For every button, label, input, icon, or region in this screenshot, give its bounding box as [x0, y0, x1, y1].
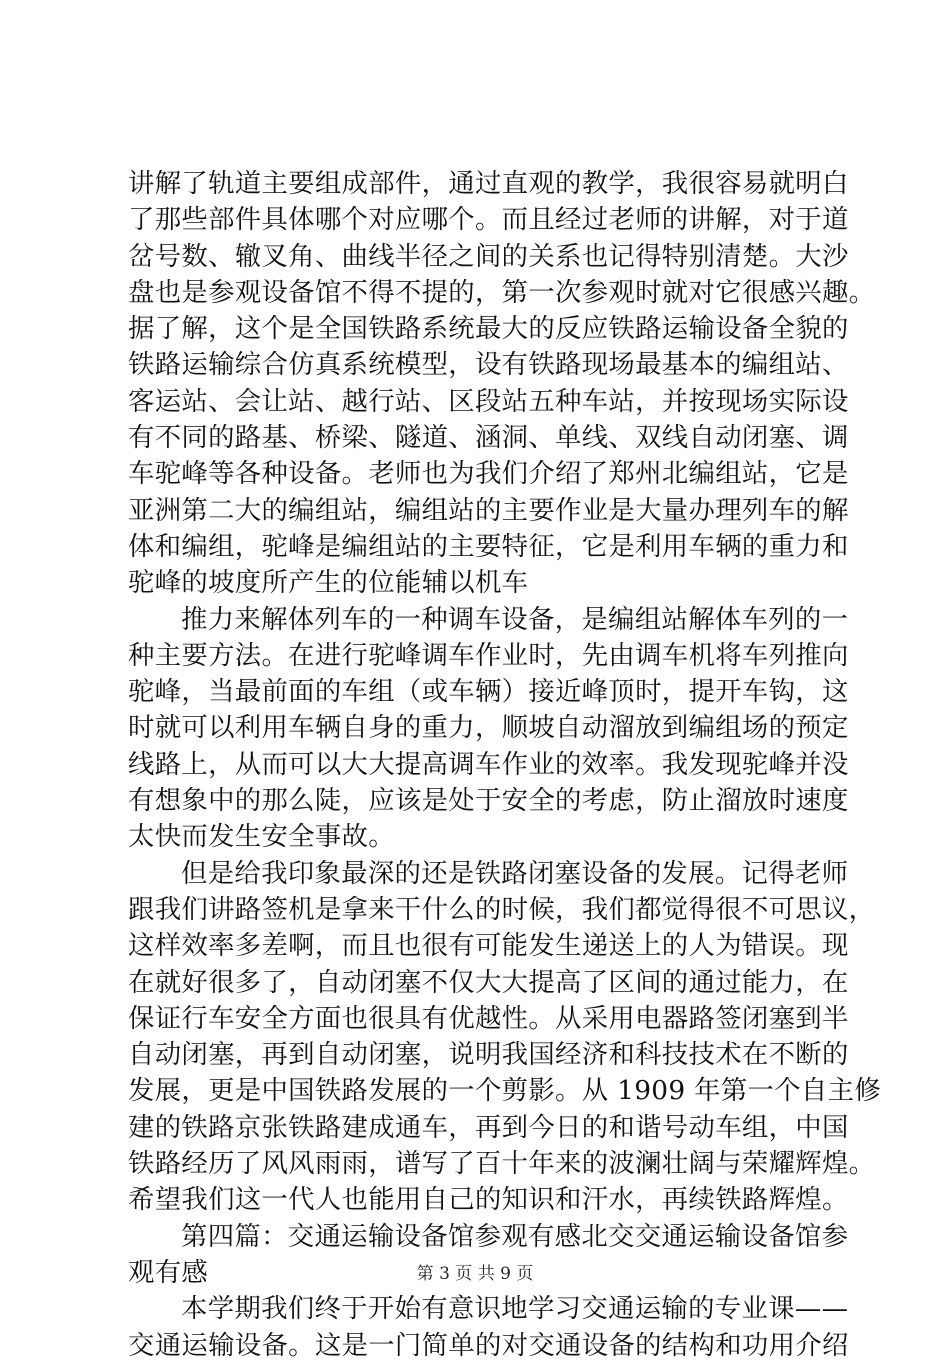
text-line: 亚洲第二大的编组站，编组站的主要作业是大量办理列车的解 [128, 494, 849, 526]
text-line: 驼峰，当最前面的车组（或车辆）接近峰顶时，提开车钩，这 [128, 676, 849, 708]
text-line: 这样效率多差啊，而且也很有可能发生递送上的人为错误。现 [128, 930, 849, 962]
heading-line: 第四篇：交通运输设备馆参观有感北交交通运输设备馆参 [181, 1220, 849, 1252]
text-line: 据了解，这个是全国铁路系统最大的反应铁路运输设备全貌的 [128, 313, 849, 345]
text-line: 时就可以利用车辆自身的重力，顺坡自动溜放到编组场的预定 [128, 712, 849, 744]
paragraph-3 [128, 856, 882, 1219]
text-line: 体和编组，驼峰是编组站的主要特征，它是利用车辆的重力和 [128, 530, 849, 562]
document-body [128, 166, 882, 1364]
text-line: 讲解了轨道主要组成部件，通过直观的教学，我很容易就明白 [128, 168, 849, 199]
text-line: 线路上，从而可以大大提高调车作业的效率。我发现驼峰并没 [128, 748, 849, 780]
text-line: 太快而发生安全事故。 [128, 821, 395, 853]
text-line: 种主要方法。在进行驼峰调车作业时，先由调车机将车列推向 [128, 639, 849, 671]
text-line: 本学期我们终于开始有意识地学习交通运输的专业课—— [181, 1293, 849, 1325]
paragraph-2 [128, 602, 868, 856]
text-line: 铁路经历了风风雨雨，谱写了百十年来的波澜壮阔与荣耀辉煌。 [128, 1148, 876, 1180]
paragraph-1 [128, 166, 876, 602]
text-line: 建的铁路京张铁路建成通车，再到今日的和谐号动车组，中国 [128, 1111, 849, 1143]
text-line: 发展，更是中国铁路发展的一个剪影。从 1909 年第一个自主修 [128, 1075, 882, 1107]
text-line: 盘也是参观设备馆不得不提的，第一次参观时就对它很感兴趣。 [128, 276, 876, 308]
text-line: 保证行车安全方面也很具有优越性。从采用电器路签闭塞到半 [128, 1002, 849, 1034]
text-line: 交通运输设备。这是一门简单的对交通设备的结构和功用介绍 [128, 1329, 849, 1361]
text-line: 希望我们这一代人也能用自己的知识和汗水，再续铁路辉煌。 [128, 1184, 849, 1216]
text-line: 了那些部件具体哪个对应哪个。而且经过老师的讲解，对于道 [128, 204, 849, 236]
text-line: 有不同的路基、桥梁、隧道、涵洞、单线、双线自动闭塞、调 [128, 422, 849, 454]
text-line: 推力来解体列车的一种调车设备，是编组站解体车列的一 [181, 603, 849, 635]
text-line: 驼峰的坡度所产生的位能辅以机车 [128, 567, 529, 599]
page-number-footer: 第 3 页 共 9 页 [416, 1264, 534, 1284]
text-line: 车驼峰等各种设备。老师也为我们介绍了郑州北编组站，它是 [128, 458, 849, 490]
text-line: 岔号数、辙叉角、曲线半径之间的关系也记得特别清楚。大沙 [128, 240, 849, 272]
text-line: 自动闭塞，再到自动闭塞，说明我国经济和科技技术在不断的 [128, 1039, 849, 1071]
text-line: 客运站、会让站、越行站、区段站五种车站，并按现场实际设 [128, 385, 849, 417]
text-line: 在就好很多了，自动闭塞不仅大大提高了区间的通过能力，在 [128, 966, 849, 998]
text-line: 跟我们讲路签机是拿来干什么的时候，我们都觉得很不可思议， [128, 893, 876, 925]
heading-line: 观有感 [128, 1256, 209, 1288]
text-line: 但是给我印象最深的还是铁路闭塞设备的发展。记得老师 [181, 857, 849, 889]
text-line: 铁路运输综合仿真系统模型，设有铁路现场最基本的编组站、 [128, 349, 849, 381]
paragraph-4 [128, 1291, 868, 1364]
text-line: 有想象中的那么陡，应该是处于安全的考虑，防止溜放时速度 [128, 785, 849, 817]
